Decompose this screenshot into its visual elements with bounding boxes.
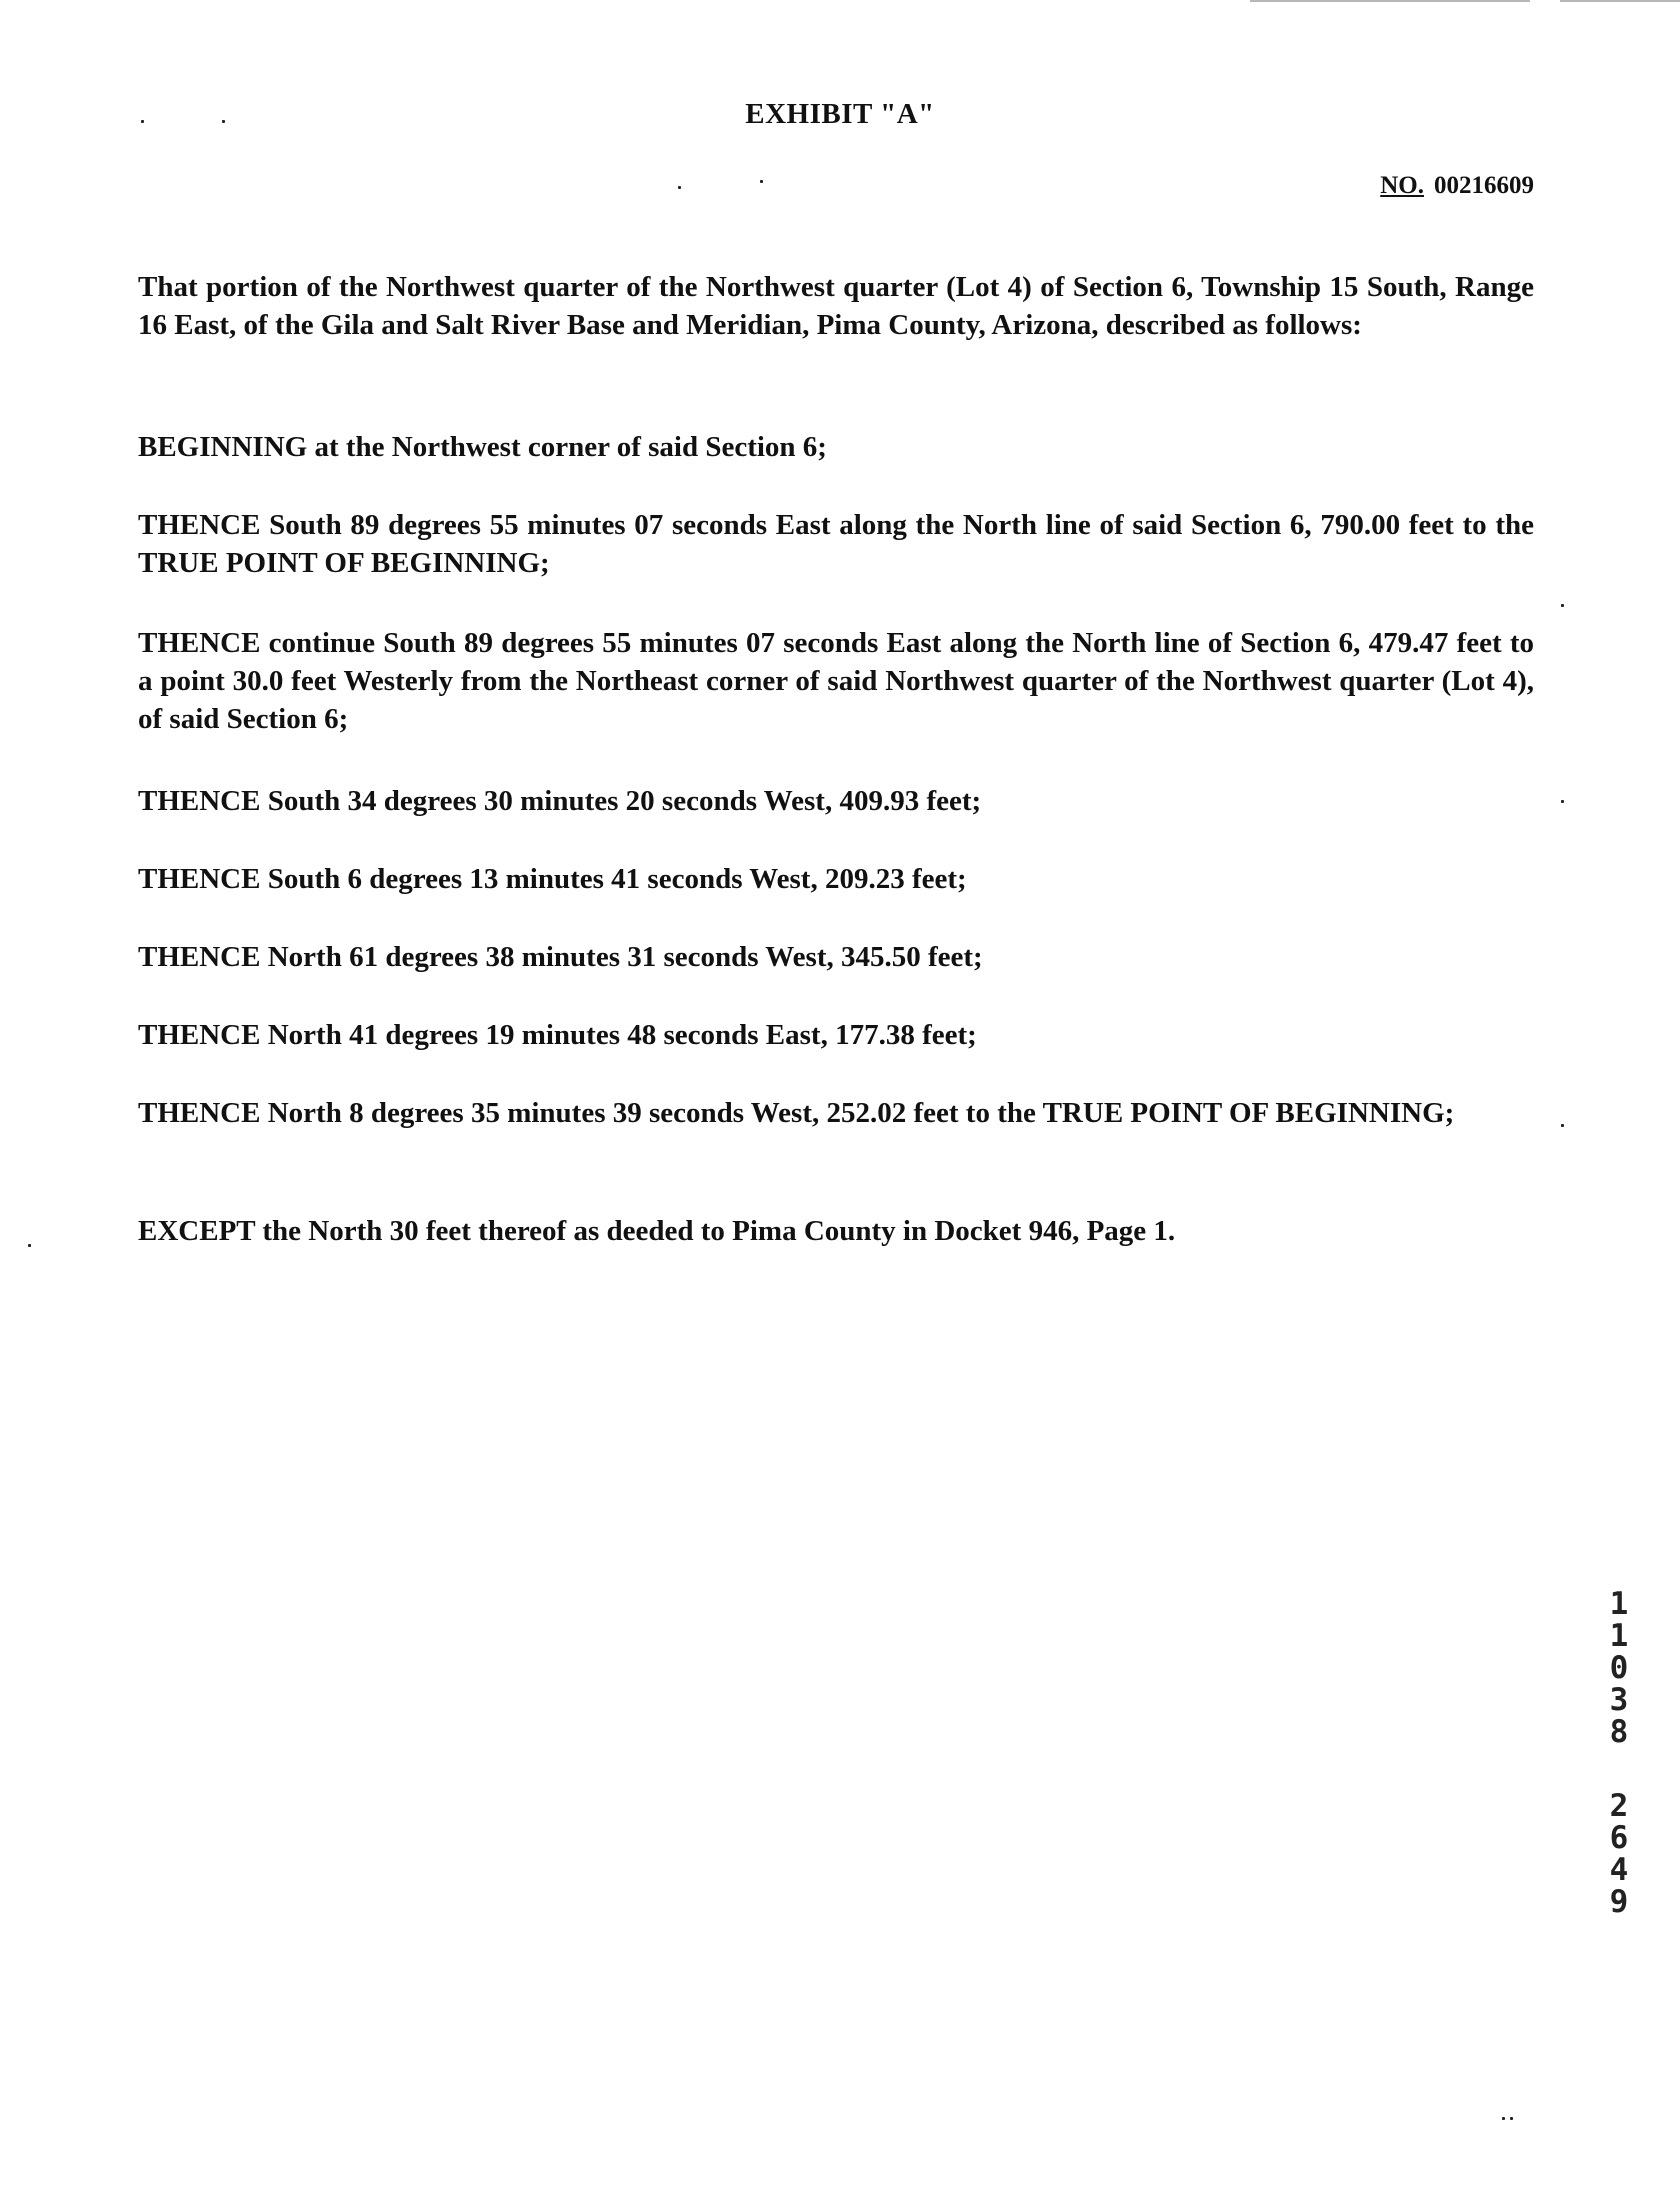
thence-clause: THENCE South 6 degrees 13 minutes 41 seconds West, 209.23 feet; [138, 863, 967, 895]
beginning-clause: BEGINNING at the Northwest corner of said Section 6; [138, 431, 827, 463]
scan-speck [1510, 2117, 1513, 2120]
document-number-value: 00216609 [1434, 172, 1534, 199]
top-edge-rule [1250, 0, 1530, 2]
scan-speck [760, 180, 763, 183]
stamp-digit: 4 [1609, 1852, 1629, 1888]
margin-stamp-number [1606, 1790, 1632, 1918]
scan-speck [1502, 2117, 1505, 2120]
stamp-digit: 1 [1609, 1618, 1629, 1654]
stamp-digit: 6 [1609, 1820, 1629, 1856]
thence-clause: THENCE North 8 degrees 35 minutes 39 seconds West, 252.02 feet to the TRUE POINT OF BEGINNING; [138, 1097, 1455, 1129]
thence-clause: THENCE North 61 degrees 38 minutes 31 seconds West, 345.50 feet; [138, 941, 983, 973]
thence-clause: THENCE South 89 degrees 55 minutes 07 seconds East along the North line of said Section 6, 790.00 feet to the TRUE POINT OF BEGINNING; [138, 509, 1534, 579]
margin-stamp-number [1606, 1588, 1632, 1748]
thence-clause: THENCE South 34 degrees 30 minutes 20 seconds West, 409.93 feet; [138, 785, 982, 817]
scan-speck [28, 1244, 31, 1247]
legal-description-intro: That portion of the Northwest quarter of the Northwest quarter (Lot 4) of Section 6, Township 15 South, Range 16 East, of the Gila and Salt River Base and Meridian, Pima County, Arizona, described as follows: [138, 271, 1534, 341]
stamp-digit: 8 [1609, 1714, 1629, 1750]
thence-clause: THENCE continue South 89 degrees 55 minutes 07 seconds East along the North line of Section 6, 479.47 feet to a point 30.0 feet Westerly from the Northeast corner of said Northwest quarter of the Northwest quarter (Lot 4), of said Section 6; [138, 627, 1534, 735]
scan-speck [1561, 800, 1564, 803]
scan-speck [1561, 604, 1564, 607]
stamp-digit: 1 [1609, 1586, 1629, 1622]
document-number-label: NO. [1380, 172, 1424, 199]
except-clause: EXCEPT the North 30 feet thereof as deeded to Pima County in Docket 946, Page 1. [138, 1215, 1176, 1247]
top-edge-rule [1560, 0, 1680, 2]
document-number [1380, 172, 1534, 200]
stamp-digit: 2 [1609, 1788, 1629, 1824]
stamp-digit: 3 [1609, 1682, 1629, 1718]
scan-speck [1561, 1124, 1564, 1127]
stamp-digit: 9 [1609, 1884, 1629, 1920]
exhibit-title: EXHIBIT "A" [745, 98, 935, 130]
thence-clause: THENCE North 41 degrees 19 minutes 48 seconds East, 177.38 feet; [138, 1019, 977, 1051]
stamp-digit: 0 [1609, 1650, 1629, 1686]
scan-speck [678, 186, 681, 189]
